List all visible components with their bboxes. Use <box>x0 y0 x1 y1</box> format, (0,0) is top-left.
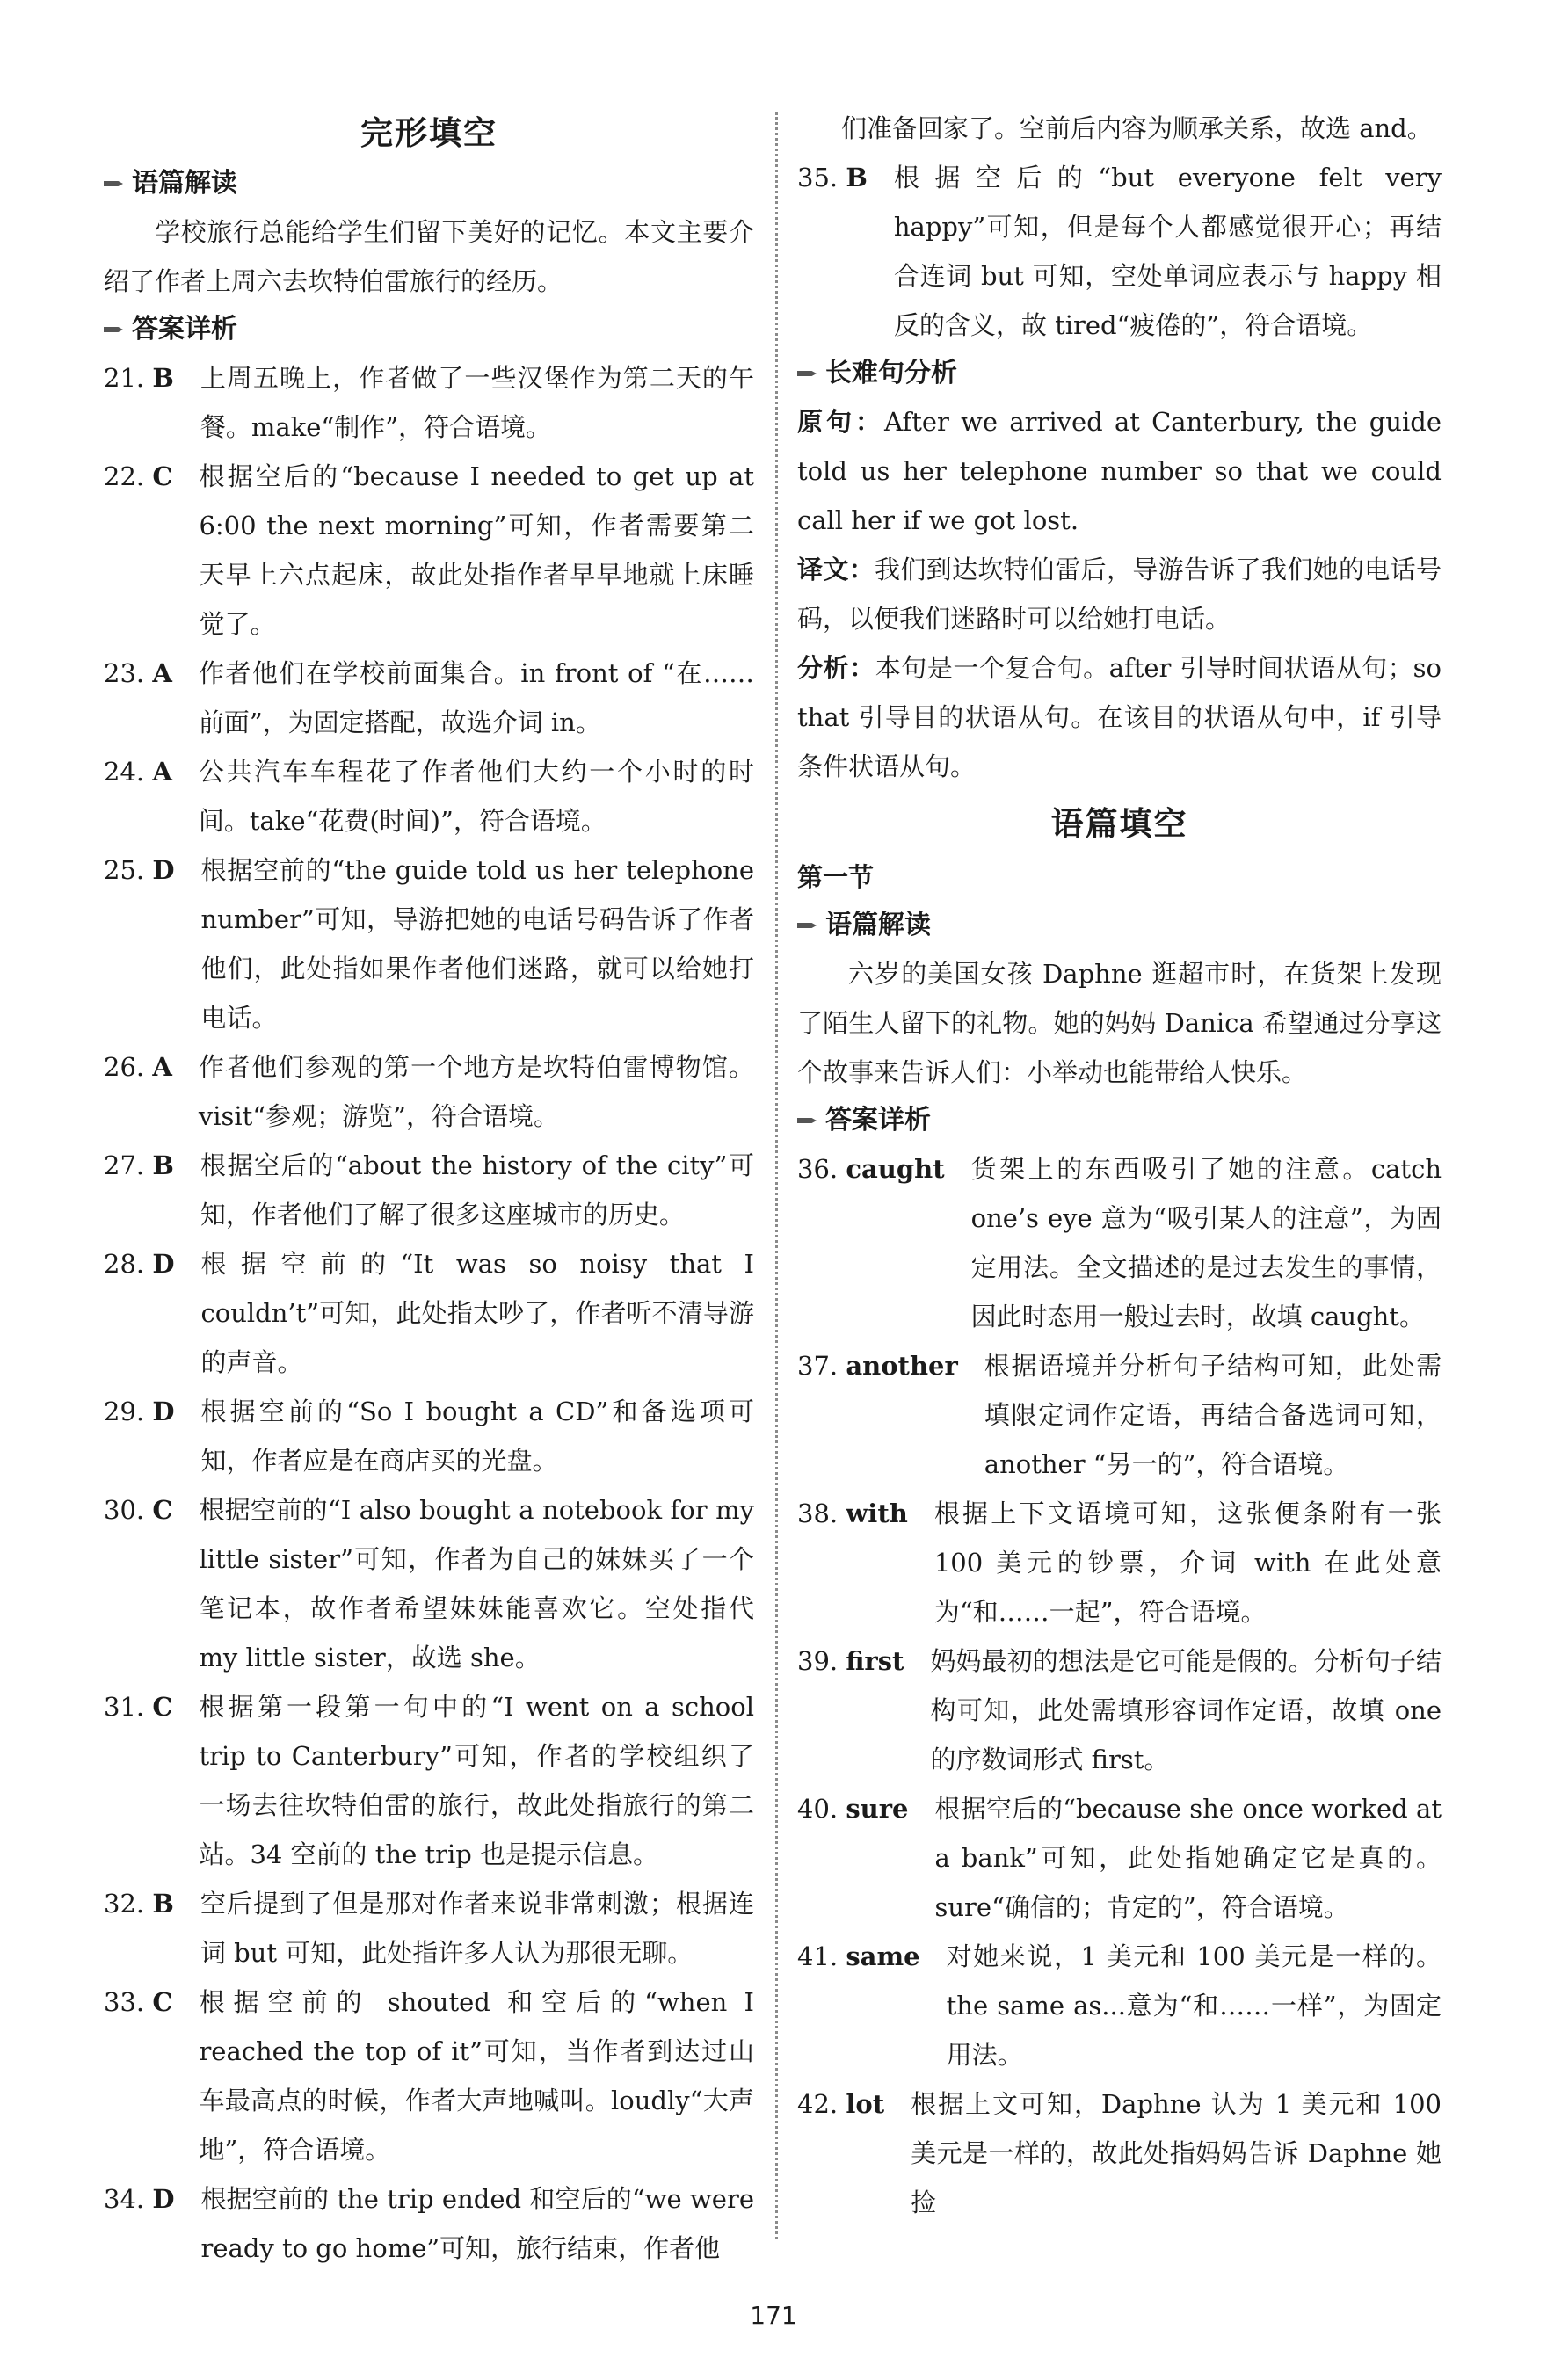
page-number: 171 <box>750 2301 797 2330</box>
reading-heading: 语篇解读 <box>104 162 754 206</box>
answer-list-2 <box>797 1144 1442 2227</box>
column-divider <box>775 112 778 2239</box>
answer-item: 25. D 根据空前的“the guide told us her telephone number”可知，导游把她的电话号码告诉了作者他们，此处指如果作者他们迷路，就可以给她打电话。 <box>104 855 754 1033</box>
answer-item-35: 35. B 根据空后的“but everyone felt very happy”可知，但是每个人都感觉很开心；再结合连词 but 可知，空处单词应表示与 happy 相反的含义，故 tired“疲倦的”，符合语境。 <box>797 163 1442 340</box>
answer-item: 27. B 根据空后的“about the history of the city”可知，作者他们了解了很多这座城市的历史。 <box>104 1150 754 1230</box>
answer-item: 36. caught 货架上的东西吸引了她的注意。catch one’s eye 意为“吸引某人的注意”，为固定用法。全文描述的是过去发生的事情，因此时态用一般过去时，故填 caught。 <box>797 1154 1442 1331</box>
reading-text-2: 六岁的美国女孩 Daphne 逛超市时，在货架上发现了陌生人留下的礼物。她的妈妈 Danica 希望通过分享这个故事来告诉人们：小举动也能带给人快乐。 <box>797 959 1442 1087</box>
section-title-cloze: 完形填空 <box>360 114 498 152</box>
left-column <box>104 104 754 2273</box>
answers-heading: 答案详析 <box>104 308 754 352</box>
answer-list <box>104 353 754 2273</box>
answer-item: 33. C 根据空前的 shouted 和空后的“when I reached the top of it”可知，当作者到达过山车最高点的时候，作者大声地喊叫。loudly“大声地”，符合语境。 <box>104 1987 754 2165</box>
translation: 译文：我们到达坎特伯雷后，导游告诉了我们她的电话号码，以便我们迷路时可以给她打电话。 <box>797 555 1442 634</box>
long-sentence-heading: 长难句分析 <box>797 352 1442 395</box>
pen-icon <box>104 179 123 188</box>
answer-item: 42. lot 根据上文可知，Daphne 认为 1 美元和 100 美元是一样的，故此处指妈妈告诉 Daphne 她捡 <box>797 2089 1442 2217</box>
answer-item: 39. first 妈妈最初的想法是它可能是假的。分析句子结构可知，此处需填形容词作定语，故填 one 的序数词形式 first。 <box>797 1646 1442 1774</box>
answer-item: 22. C 根据空后的“because I needed to get up at 6:00 the next morning”可知，作者需要第二天早上六点起床，故此处指作者早早地就上床睡觉了。 <box>104 461 754 639</box>
section-title-text-fill: 语篇填空 <box>1050 805 1188 843</box>
answer-item: 31. C 根据第一段第一句中的“I went on a school trip to Canterbury”可知，作者的学校组织了一场去往坎特伯雷的旅行，故此处指旅行的第二站。34 空前的 the trip 也是提示信息。 <box>104 1692 754 1869</box>
answer-item: 28. D 根据空前的“It was so noisy that I couldn’t”可知，此处指太吵了，作者听不清导游的声音。 <box>104 1249 754 1377</box>
pen-icon <box>797 369 817 378</box>
reading-heading-2: 语篇解读 <box>797 903 1442 947</box>
pen-icon <box>797 921 817 930</box>
answer-item: 30. C 根据空前的“I also bought a notebook for my little sister”可知，作者为自己的妹妹买了一个笔记本，故作者希望妹妹能喜欢它。空处指代 my little sister，故选 she。 <box>104 1495 754 1673</box>
reading-text: 学校旅行总能给学生们留下美好的记忆。本文主要介绍了作者上周六去坎特伯雷旅行的经历。 <box>104 217 754 296</box>
answer-item: 34. D 根据空前的 the trip ended 和空后的“we were ready to go home”可知，旅行结束，作者他 <box>104 2184 754 2263</box>
answer-item: 40. sure 根据空后的“because she once worked at a bank”可知，此处指她确定它是真的。sure“确信的；肯定的”，符合语境。 <box>797 1794 1442 1922</box>
answer-item: 26. A 作者他们参观的第一个地方是坎特伯雷博物馆。visit“参观；游览”，符合语境。 <box>104 1052 754 1131</box>
pen-icon <box>797 1116 817 1125</box>
answer-item: 24. A 公共汽车车程花了作者他们大约一个小时的时间。take“花费(时间)”，符合语境。 <box>104 757 754 836</box>
answers-heading-2: 答案详析 <box>797 1099 1442 1143</box>
answer-item: 37. another 根据语境并分析句子结构可知，此处需填限定词作定语，再结合备选词可知，another “另一的”，符合语境。 <box>797 1351 1442 1479</box>
answer-item: 29. D 根据空前的“So I bought a CD”和备选项可知，作者应是在商店买的光盘。 <box>104 1397 754 1476</box>
answer-item: 23. A 作者他们在学校前面集合。in front of “在……前面”，为固定搭配，故选介词 in。 <box>104 658 754 737</box>
continued-text: 们准备回家了。空前后内容为顺承关系，故选 and。 <box>841 113 1433 143</box>
original-sentence: 原句：After we arrived at Canterbury, the guide told us her telephone number so that we could call her if we got lost. <box>797 407 1442 535</box>
answer-item: 38. with 根据上下文语境可知，这张便条附有一张 100 美元的钞票，介词 with 在此处意为“和……一起”，符合语境。 <box>797 1498 1442 1627</box>
analysis: 分析：本句是一个复合句。after 引导时间状语从句；so that 引导目的状语从句。在该目的状语从句中，if 引导条件状语从句。 <box>797 653 1442 781</box>
pen-icon <box>104 325 123 334</box>
answer-item: 32. B 空后提到了但是那对作者来说非常刺激；根据连词 but 可知，此处指许多人认为那很无聊。 <box>104 1889 754 1968</box>
answer-item: 21. B 上周五晚上，作者做了一些汉堡作为第二天的午餐。make“制作”，符合语境。 <box>104 363 754 442</box>
answer-item: 41. same 对她来说，1 美元和 100 美元是一样的。the same as...意为“和……一样”，为固定用法。 <box>797 1941 1442 2070</box>
right-column <box>797 104 1442 2227</box>
section-label: 第一节 <box>797 862 875 892</box>
